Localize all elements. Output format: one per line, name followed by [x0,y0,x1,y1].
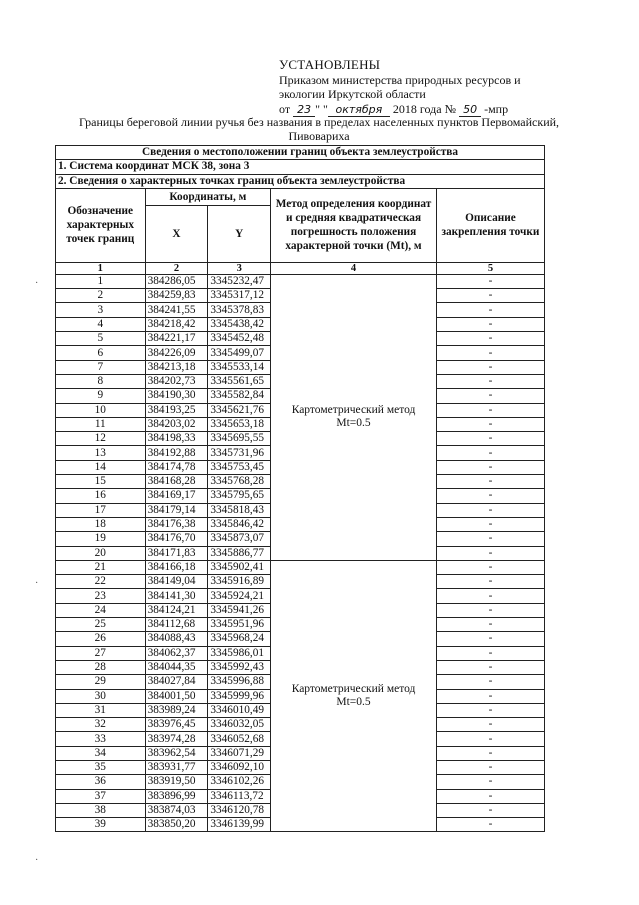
description-cell: - [436,503,544,517]
point-number-cell: 35 [56,760,146,774]
y-coordinate-cell: 3345886,77 [208,546,271,560]
point-number-cell: 28 [56,660,146,674]
y-coordinate-cell: 3345846,42 [208,517,271,531]
description-cell: - [436,775,544,789]
column-number: 2 [145,262,208,274]
y-coordinate-cell: 3345533,14 [208,360,271,374]
margin-mark: · [35,278,39,289]
x-coordinate-cell: 384259,83 [145,289,208,303]
x-coordinate-cell: 384141,30 [145,589,208,603]
y-coordinate-cell: 3346102,26 [208,775,271,789]
x-coordinate-cell: 384190,30 [145,389,208,403]
x-coordinate-cell: 384171,83 [145,546,208,560]
point-number-cell: 6 [56,346,146,360]
description-cell: - [436,789,544,803]
table-row [56,560,545,574]
description-cell: - [436,718,544,732]
description-cell: - [436,517,544,531]
point-number-cell: 31 [56,703,146,717]
description-cell: - [436,532,544,546]
point-number-cell: 8 [56,374,146,388]
description-cell: - [436,560,544,574]
y-coordinate-cell: 3345996,88 [208,675,271,689]
description-cell: - [436,374,544,388]
method-cell [271,560,437,832]
order-suffix: -мпр [484,101,509,116]
x-coordinate-cell: 383989,24 [145,703,208,717]
coordinate-system-row: 1. Система координат МСК 38, зона 3 [56,160,545,174]
point-number-cell: 10 [56,403,146,417]
y-coordinate-cell: 3345818,43 [208,503,271,517]
y-coordinate-cell: 3345561,65 [208,374,271,388]
x-coordinate-cell: 384168,28 [145,475,208,489]
x-coordinate-cell: 384176,70 [145,532,208,546]
y-coordinate-cell: 3346071,29 [208,746,271,760]
description-cell: - [436,746,544,760]
y-coordinate-cell: 3346032,05 [208,718,271,732]
point-number-cell: 19 [56,532,146,546]
order-year: 2018 года № [392,101,457,116]
description-cell: - [436,432,544,446]
point-number-cell: 5 [56,332,146,346]
y-coordinate-cell: 3345621,76 [208,403,271,417]
order-number: 50 [459,104,481,117]
description-cell: - [436,803,544,817]
point-number-cell: 36 [56,775,146,789]
method-accuracy: Mt=0.5 [336,417,371,430]
order-quote-1: " [315,101,320,116]
y-coordinate-cell: 3345731,96 [208,446,271,460]
x-coordinate-cell: 383976,45 [145,718,208,732]
point-number-cell: 39 [56,818,146,832]
x-coordinate-cell: 384174,78 [145,460,208,474]
approval-block [279,58,579,117]
order-day: 23 [293,104,315,117]
x-coordinate-cell: 384193,25 [145,403,208,417]
y-coordinate-cell: 3345753,45 [208,460,271,474]
description-cell: - [436,689,544,703]
description-cell: - [436,618,544,632]
header-description: Описание закрепления точки [436,188,544,262]
point-number-cell: 30 [56,689,146,703]
description-cell: - [436,360,544,374]
point-number-cell: 3 [56,303,146,317]
x-coordinate-cell: 384062,37 [145,646,208,660]
point-number-cell: 4 [56,317,146,331]
y-coordinate-cell: 3345902,41 [208,560,271,574]
x-coordinate-cell: 384044,35 [145,660,208,674]
approval-line-2: экологии Иркутской области [279,87,426,101]
point-number-cell: 13 [56,446,146,460]
x-coordinate-cell: 384203,02 [145,417,208,431]
y-coordinate-cell: 3345941,26 [208,603,271,617]
y-coordinate-cell: 3345999,96 [208,689,271,703]
column-number: 4 [271,262,437,274]
description-cell: - [436,403,544,417]
x-coordinate-cell: 384112,68 [145,618,208,632]
point-number-cell: 7 [56,360,146,374]
x-coordinate-cell: 384198,33 [145,432,208,446]
method-cell [271,274,437,560]
y-coordinate-cell: 3345438,42 [208,317,271,331]
y-coordinate-cell: 3346010,49 [208,703,271,717]
document-title-line-1: Границы береговой линии ручья без названия в пределах населенных пунктов Первомайский, [78,115,560,129]
y-coordinate-cell: 3345499,07 [208,346,271,360]
x-coordinate-cell: 384176,38 [145,517,208,531]
x-coordinate-cell: 384218,42 [145,317,208,331]
description-cell: - [436,303,544,317]
x-coordinate-cell: 383919,50 [145,775,208,789]
point-number-cell: 12 [56,432,146,446]
point-number-cell: 9 [56,389,146,403]
point-number-cell: 2 [56,289,146,303]
y-coordinate-cell: 3345873,07 [208,532,271,546]
point-number-cell: 24 [56,603,146,617]
y-coordinate-cell: 3345582,84 [208,389,271,403]
x-coordinate-cell: 384213,18 [145,360,208,374]
point-number-cell: 20 [56,546,146,560]
point-number-cell: 34 [56,746,146,760]
description-cell: - [436,589,544,603]
description-cell: - [436,289,544,303]
header-method: Метод определения координат и средняя квадратическая погрешность положения характерной точки (Mt), м [271,188,437,262]
y-coordinate-cell: 3345378,83 [208,303,271,317]
approval-title: УСТАНОВЛЕНЫ [279,57,381,72]
x-coordinate-cell: 383874,03 [145,803,208,817]
x-coordinate-cell: 383974,28 [145,732,208,746]
description-cell: - [436,818,544,832]
y-coordinate-cell: 3346120,78 [208,803,271,817]
margin-mark: · [35,578,39,589]
x-coordinate-cell: 383896,99 [145,789,208,803]
x-coordinate-cell: 384202,73 [145,374,208,388]
x-coordinate-cell: 384088,43 [145,632,208,646]
point-number-cell: 21 [56,560,146,574]
description-cell: - [436,274,544,288]
point-number-cell: 22 [56,575,146,589]
point-number-cell: 11 [56,417,146,431]
method-accuracy: Mt=0.5 [336,696,371,709]
point-number-cell: 27 [56,646,146,660]
column-number: 5 [436,262,544,274]
y-coordinate-cell: 3345968,24 [208,632,271,646]
x-coordinate-cell: 384192,88 [145,446,208,460]
y-coordinate-cell: 3345951,96 [208,618,271,632]
boundary-points-table [55,145,545,832]
y-coordinate-cell: 3345452,48 [208,332,271,346]
x-coordinate-cell: 383962,54 [145,746,208,760]
x-coordinate-cell: 384124,21 [145,603,208,617]
x-coordinate-cell: 384001,50 [145,689,208,703]
description-cell: - [436,732,544,746]
point-number-cell: 37 [56,789,146,803]
description-cell: - [436,317,544,331]
points-section-row: 2. Сведения о характерных точках границ объекта землеустройства [56,174,545,188]
description-cell: - [436,760,544,774]
x-coordinate-cell: 384166,18 [145,560,208,574]
point-number-cell: 26 [56,632,146,646]
point-number-cell: 16 [56,489,146,503]
description-cell: - [436,546,544,560]
y-coordinate-cell: 3345232,47 [208,274,271,288]
point-number-cell: 1 [56,274,146,288]
header-coordinates: Координаты, м [145,188,271,205]
y-coordinate-cell: 3345986,01 [208,646,271,660]
approval-line-1: Приказом министерства природных ресурсов и [279,72,521,87]
margin-mark: · [35,855,39,866]
description-cell: - [436,646,544,660]
order-month: октября [328,104,390,117]
document-title-line-2: Пивовариха [288,128,350,143]
point-number-cell: 14 [56,460,146,474]
point-number-cell: 18 [56,517,146,531]
x-coordinate-cell: 384226,09 [145,346,208,360]
x-coordinate-cell: 384027,84 [145,675,208,689]
column-number: 1 [56,262,146,274]
document-title [40,116,598,143]
y-coordinate-cell: 3346139,99 [208,818,271,832]
point-number-cell: 38 [56,803,146,817]
description-cell: - [436,489,544,503]
y-coordinate-cell: 3345695,55 [208,432,271,446]
point-number-cell: 33 [56,732,146,746]
x-coordinate-cell: 384179,14 [145,503,208,517]
order-prefix: от [279,101,291,116]
y-coordinate-cell: 3346092,10 [208,760,271,774]
y-coordinate-cell: 3345924,21 [208,589,271,603]
y-coordinate-cell: 3345992,43 [208,660,271,674]
description-cell: - [436,332,544,346]
y-coordinate-cell: 3345653,18 [208,417,271,431]
description-cell: - [436,446,544,460]
y-coordinate-cell: 3345916,89 [208,575,271,589]
point-number-cell: 25 [56,618,146,632]
table-caption: Сведения о местоположении границ объекта землеустройства [56,146,545,160]
point-number-cell: 23 [56,589,146,603]
description-cell: - [436,389,544,403]
table-row [56,274,545,288]
y-coordinate-cell: 3346113,72 [208,789,271,803]
description-cell: - [436,575,544,589]
x-coordinate-cell: 383931,77 [145,760,208,774]
x-coordinate-cell: 383850,20 [145,818,208,832]
y-coordinate-cell: 3345795,65 [208,489,271,503]
y-coordinate-cell: 3345317,12 [208,289,271,303]
x-coordinate-cell: 384241,55 [145,303,208,317]
x-coordinate-cell: 384149,04 [145,575,208,589]
method-name: Картометрический метод [291,404,416,417]
description-cell: - [436,460,544,474]
x-coordinate-cell: 384169,17 [145,489,208,503]
x-coordinate-cell: 384286,05 [145,274,208,288]
point-number-cell: 32 [56,718,146,732]
description-cell: - [436,660,544,674]
description-cell: - [436,475,544,489]
y-coordinate-cell: 3345768,28 [208,475,271,489]
column-number: 3 [208,262,271,274]
description-cell: - [436,632,544,646]
header-y: Y [208,205,271,262]
point-number-cell: 29 [56,675,146,689]
description-cell: - [436,603,544,617]
header-x: X [145,205,208,262]
description-cell: - [436,675,544,689]
method-name: Картометрический метод [291,683,416,696]
order-quote-2: " [323,101,328,116]
y-coordinate-cell: 3346052,68 [208,732,271,746]
description-cell: - [436,417,544,431]
description-cell: - [436,346,544,360]
x-coordinate-cell: 384221,17 [145,332,208,346]
header-point-designation: Обозначение характерных точек границ [56,188,146,262]
description-cell: - [436,703,544,717]
point-number-cell: 15 [56,475,146,489]
point-number-cell: 17 [56,503,146,517]
